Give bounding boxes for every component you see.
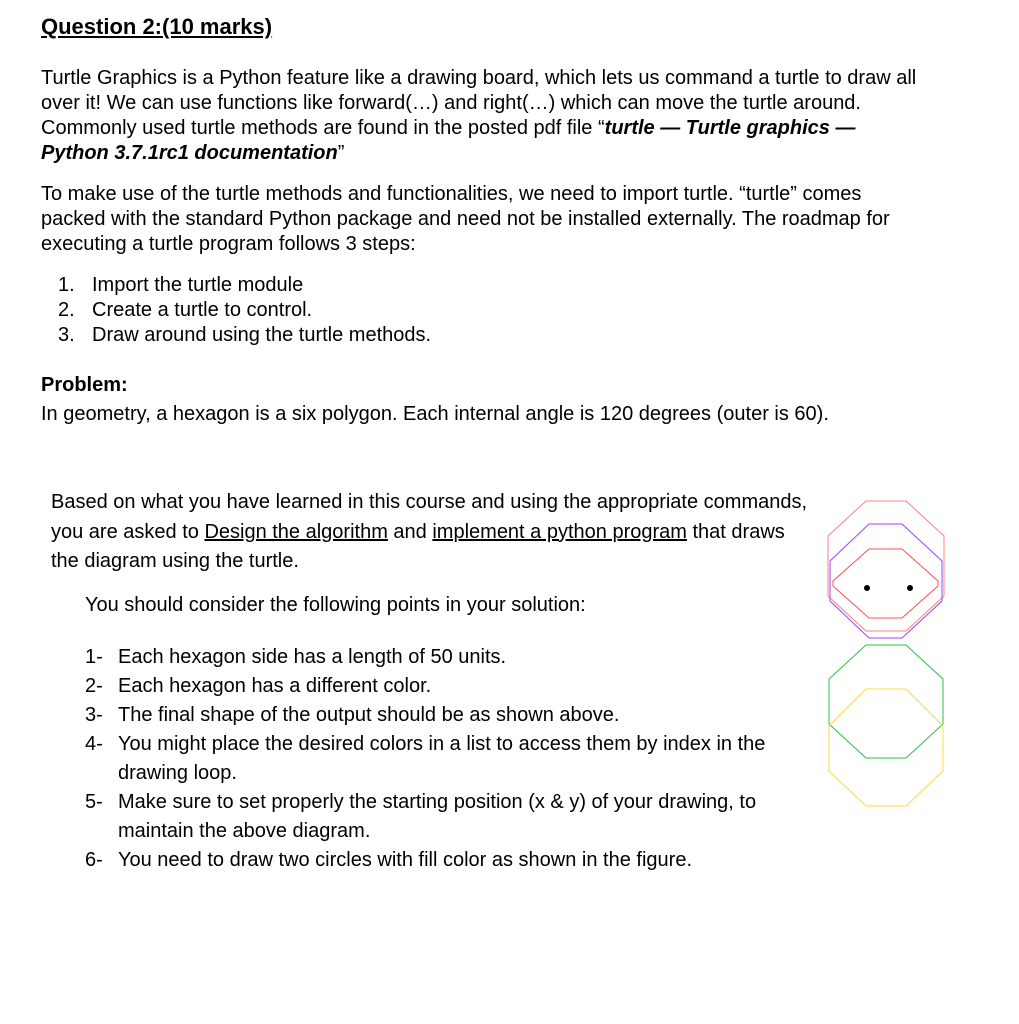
point-text: Each hexagon side has a length of 50 units. xyxy=(118,646,507,668)
step-text: Create a turtle to control. xyxy=(92,299,313,321)
consider-heading: You should consider the following points in your solution: xyxy=(85,594,586,616)
point-text: You might place the desired colors in a list to access them by index in the drawing loop. xyxy=(118,733,766,784)
list-item xyxy=(85,672,805,701)
task-text: and xyxy=(387,520,433,543)
question-title: Question 2:(10 marks) xyxy=(41,14,273,39)
task-paragraph xyxy=(51,488,811,577)
yellow-octagon xyxy=(829,689,943,806)
right-eye-dot xyxy=(907,585,913,591)
design-algorithm-text: Design the algorithm xyxy=(204,520,388,543)
point-text: You need to draw two circles with fill color as shown in the figure. xyxy=(118,849,692,871)
point-number: 4- xyxy=(85,733,103,755)
hexagon-figure xyxy=(822,495,952,815)
point-number: 5- xyxy=(85,791,103,813)
intro-closing-quote: ” xyxy=(337,142,345,164)
list-item xyxy=(58,298,431,323)
problem-heading: Problem: xyxy=(41,374,128,396)
list-item xyxy=(85,788,805,846)
implement-program-text: implement a python program xyxy=(432,520,687,543)
step-number: 2. xyxy=(58,299,75,321)
step-text: Draw around using the turtle methods. xyxy=(92,324,432,346)
import-paragraph: To make use of the turtle methods and functionalities, we need to import turtle. “turtle” comes packed with the standard Python package and need not be installed externally. The roadmap for executing a turtle program follows 3 steps: xyxy=(41,183,890,255)
step-text: Import the turtle module xyxy=(92,274,304,296)
list-item xyxy=(85,730,805,788)
list-item xyxy=(85,643,805,672)
problem-text: In geometry, a hexagon is a six polygon. Each internal angle is 120 degrees (outer is 60). xyxy=(41,403,829,425)
point-number: 6- xyxy=(85,849,103,871)
intro-text: Turtle Graphics is a Python feature like a drawing board, which lets us command a turtle to draw all over it! We can use functions like forward(…) and right(…) which can move the turtle around. Commonly used turtle methods are found in the posted pdf file “ xyxy=(41,67,917,139)
point-text: Make sure to set properly the starting position (x & y) of your drawing, to maintain the above diagram. xyxy=(118,791,757,842)
point-text: The final shape of the output should be as shown above. xyxy=(118,704,620,726)
list-item xyxy=(85,846,805,875)
point-number: 1- xyxy=(85,646,103,668)
steps-list xyxy=(58,273,431,348)
left-eye-dot xyxy=(864,585,870,591)
intro-paragraph xyxy=(41,66,921,166)
task-text: that draws the diagram using the turtle. xyxy=(51,520,785,572)
list-item xyxy=(85,701,805,730)
points-list xyxy=(85,643,805,875)
point-text: Each hexagon has a different color. xyxy=(118,675,432,697)
inner-red-octagon xyxy=(833,549,938,618)
task-text: Based on what you have learned in this course and using the appropriate commands, you are asked to xyxy=(51,491,808,543)
point-number: 2- xyxy=(85,675,103,697)
step-number: 1. xyxy=(58,274,75,296)
outer-red-octagon xyxy=(828,501,944,631)
point-number: 3- xyxy=(85,704,103,726)
purple-octagon xyxy=(830,524,942,638)
step-number: 3. xyxy=(58,324,75,346)
green-octagon xyxy=(829,645,943,758)
list-item xyxy=(58,323,431,348)
doc-reference: turtle — Turtle graphics — Python 3.7.1rc1 documentation xyxy=(41,117,856,164)
list-item xyxy=(58,273,431,298)
